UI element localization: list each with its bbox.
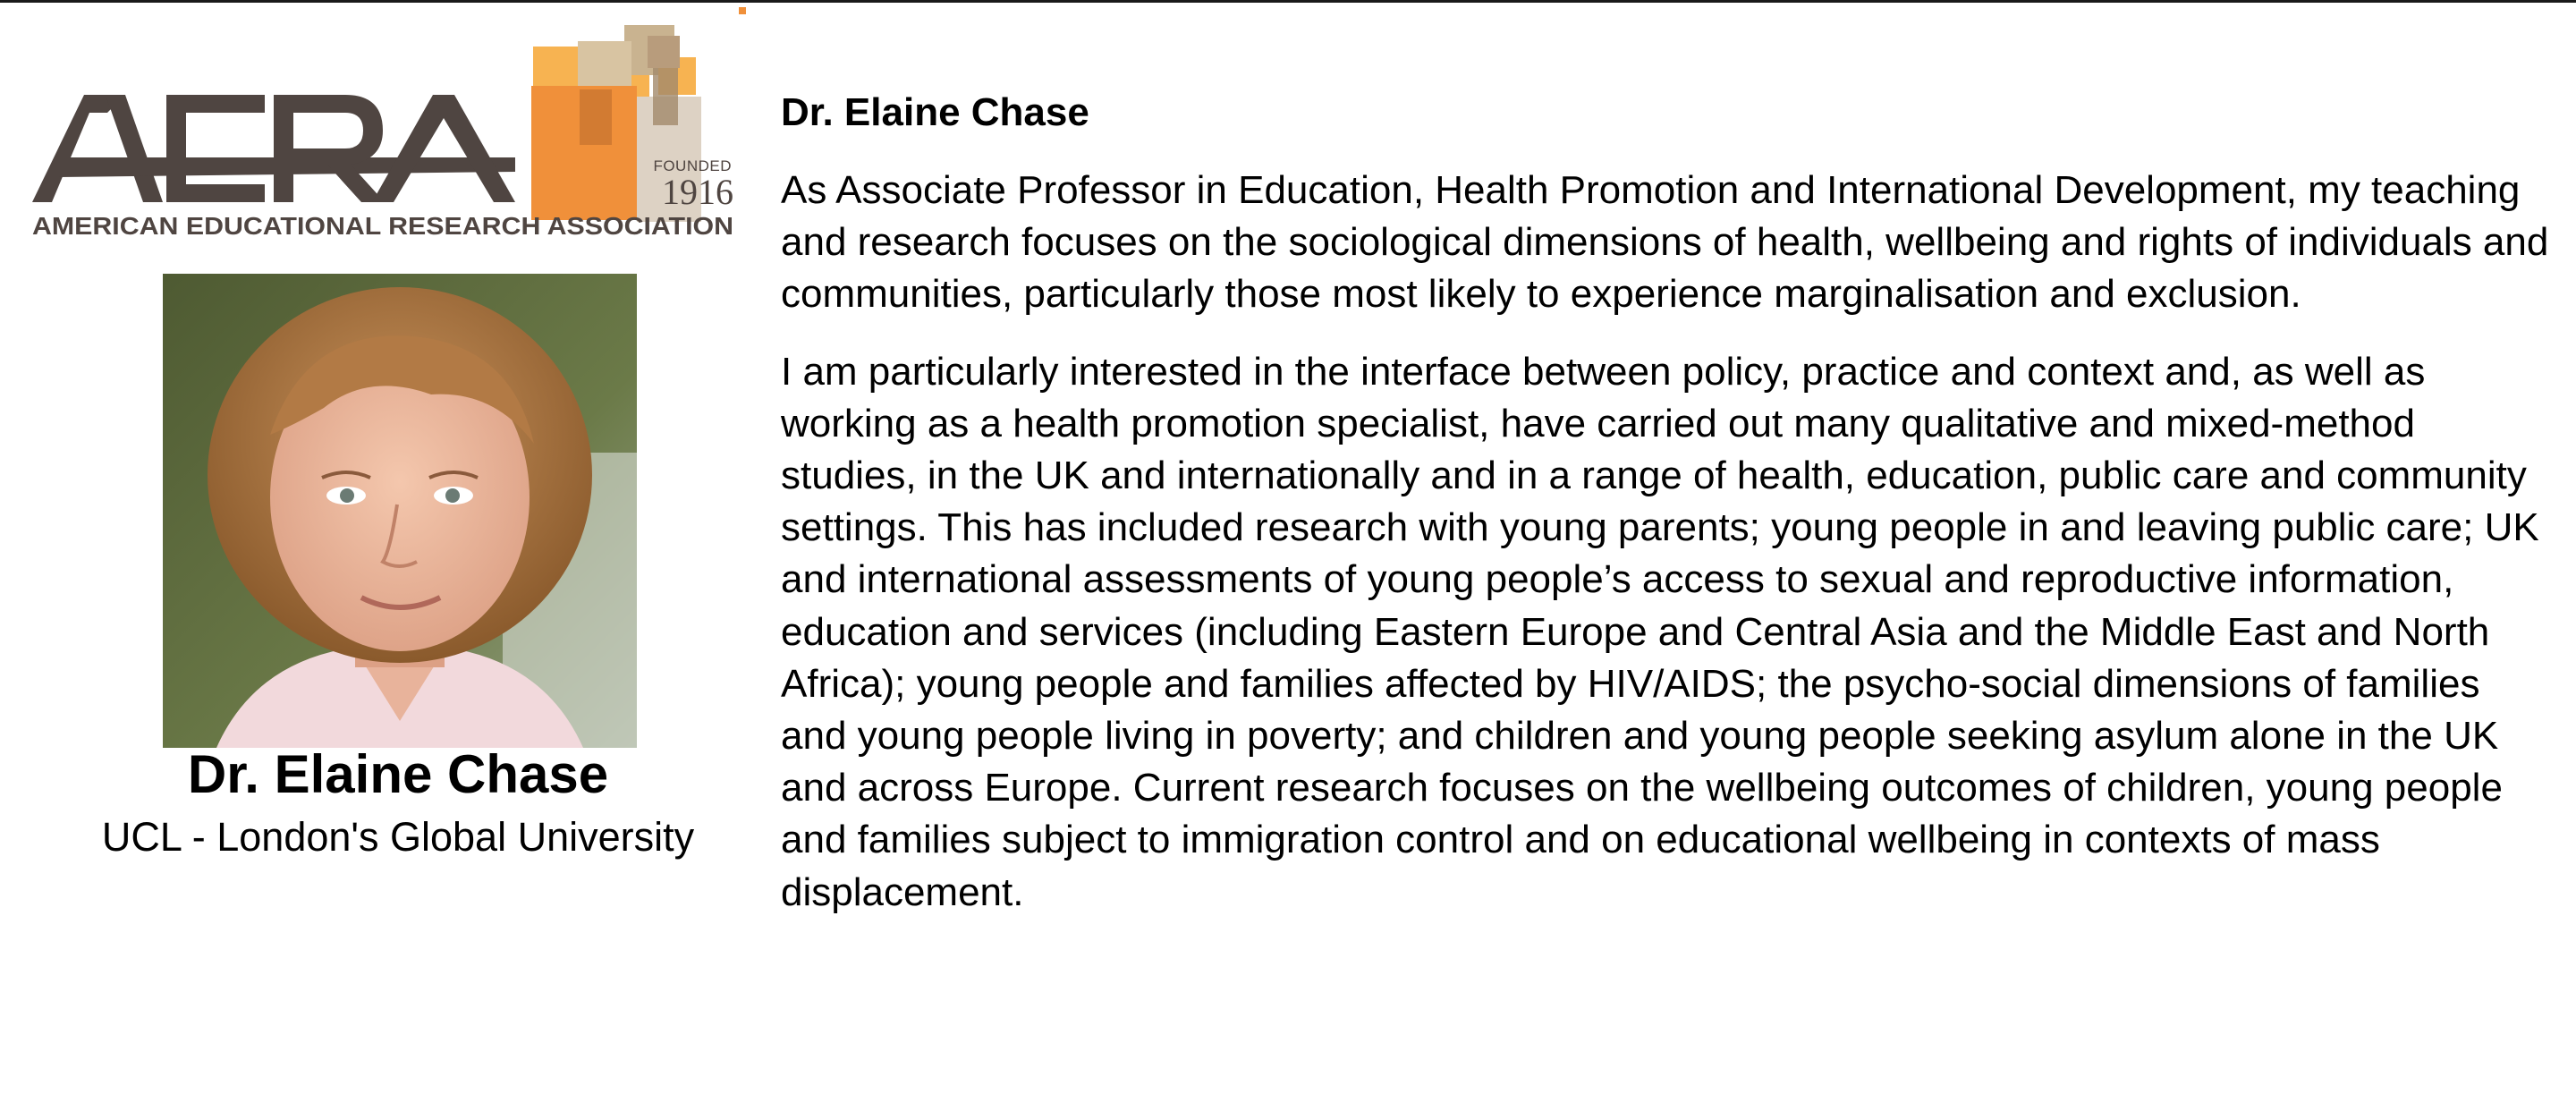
logo-founded-label: FOUNDED <box>653 157 732 174</box>
profile-affiliation: UCL - London's Global University <box>101 814 695 860</box>
aera-logo <box>32 5 748 249</box>
logo-organization-name: AMERICAN EDUCATIONAL RESEARCH ASSOCIATION <box>32 212 733 240</box>
top-rule <box>0 0 2576 3</box>
logo-founded-year: 1916 <box>662 172 733 212</box>
bio-heading: Dr. Elaine Chase <box>781 90 1089 134</box>
profile-name: Dr. Elaine Chase <box>187 744 609 804</box>
bio-section <box>781 86 2552 919</box>
profile-photo <box>163 274 637 748</box>
bio-paragraph: As Associate Professor in Education, Health Promotion and International Development, my teaching and research focuses on the sociological dimensions of health, wellbeing and rights of individuals and communities, particularly those most likely to experience marginalisation and exclusion. <box>781 168 2549 317</box>
bio-paragraph: I am particularly interested in the interface between policy, practice and context and, as well as working as a health promotion specialist, have carried out many qualitative and mixed-method studies, in the UK and internationally and in a range of health, education, public care and community settings. This has included research with young parents; young people in and leaving public care; UK and international assessments of young people’s access to sexual and reproductive information, education and services (including Eastern Europe and Central Asia and the Middle East and North Africa); young people and families affected by HIV/AIDS; the psycho-social dimensions of families and young people living in poverty; and children and young people seeking asylum alone in the UK and across Europe. Current research focuses on the wellbeing outcomes of children, young people and families subject to immigration control and on educational wellbeing in contexts of mass displacement. <box>781 349 2539 914</box>
